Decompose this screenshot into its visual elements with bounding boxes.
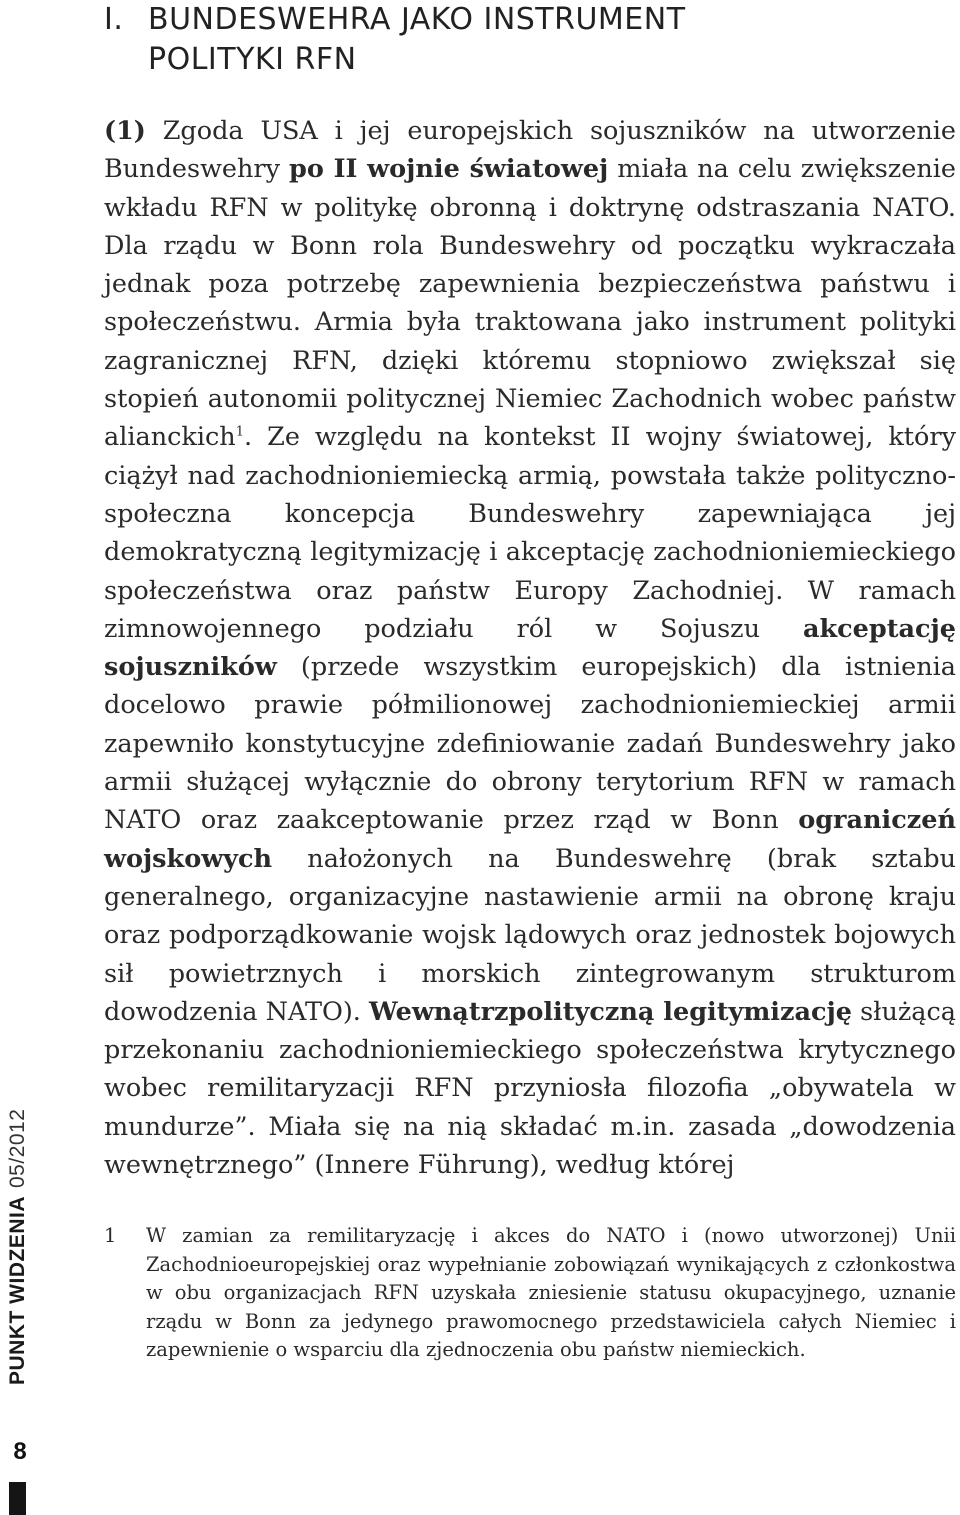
text-segment: miała na celu zwiększenie wkładu RFN w politykę obronną i doktrynę odstraszania NATO. Dla rządu w Bonn rola Bundeswehry od początku wykraczała jednak poza potrzebę zapewnienia bezpieczeństwa państwu i społeczeństwu. Armia była traktowana jako instrument polityki zagranicznej RFN, dzięki któremu stopniowo zwiększał się stopień autonomii politycznej Niemiec Zachodnich wobec państw alianckich <box>104 154 956 453</box>
footnote-reference: 1 <box>235 424 245 440</box>
footnote-text: W zamian za remilitaryzację i akces do NATO i (nowo utworzonej) Unii Zachodnioeuropejskiej oraz wypełnianie zobowiązań wynikających z członkostwa w obu organizacjach RFN uzyskała zniesienie statusu okupacyjnego, uznanie rządu w Bonn za jedynego prawomocnego przedstawiciela całych Niemiec i zapewnienie o wsparciu dla zjednoczenia obu państw niemieckich. <box>146 1224 956 1362</box>
text-segment: Zgoda USA i jej europejskich sojuszników na utworzenie Bundeswehry <box>104 116 956 185</box>
chapter-heading <box>104 0 924 80</box>
paragraph-number: (1) <box>104 116 146 146</box>
bold-phrase: po II wojnie światowej <box>289 154 609 185</box>
footnote <box>104 1222 956 1365</box>
bold-phrase: akceptację sojuszników <box>104 613 956 683</box>
bold-phrase: ograniczeń wojskowych <box>104 805 956 874</box>
issue-number: 05/2012 <box>6 1108 29 1188</box>
chapter-number: I. <box>104 2 124 37</box>
text-segment: (przede wszystkim europejskich) dla istnienia docelowo prawie półmilionowej zachodnioniemieckiej armii zapewniło konstytucyjne zdefiniowanie zadań Bundeswehry jako armii służącej wyłącznie do obrony terytorium RFN w ramach NATO oraz zaakceptowanie przez rząd w Bonn <box>104 652 956 836</box>
chapter-title-line-2: POLITYKI RFN <box>148 42 357 77</box>
magazine-side-label <box>6 1109 30 1385</box>
text-segment: . Ze względu na kontekst II wojny światowej, który ciążył nad zachodnioniemiecką armią, powstała także polityczno-społeczna koncepcja Bundeswehry zapewniająca jej demokratyczną legitymizację i akceptację zachodnioniemieckiego społeczeństwa oraz państw Europy Zachodniej. W ramach zimnowojennego podziału ról w Sojuszu <box>104 422 956 644</box>
text-segment: nałożonych na Bundeswehrę (brak sztabu generalnego, organizacyjne nastawienie armii na obronę kraju oraz podporządkowanie wojsk lądowych oraz jednostek bojowych sił powietrznych i morskich zintegrowanym strukturom dowodzenia NATO). <box>104 843 956 1027</box>
page-marker-bar <box>9 1482 26 1515</box>
body-paragraph <box>104 112 956 1184</box>
footnote-mark: 1 <box>104 1224 117 1247</box>
magazine-name: PUNKT WIDZENIA <box>6 1196 29 1385</box>
page-number: 8 <box>13 1438 27 1465</box>
chapter-title-line-1: BUNDESWEHRA JAKO INSTRUMENT <box>148 2 686 37</box>
text-segment: służącą przekonaniu zachodnioniemieckiego społeczeństwa krytycznego wobec remilitaryzacji RFN przyniosła filozofia „obywatela w mundurze”. Miała się na nią składać m.in. zasada „dowodzenia wewnętrznego” (Innere Führung), według której <box>104 996 956 1181</box>
bold-phrase: Wewnątrzpolityczną legitymizację <box>369 996 852 1027</box>
